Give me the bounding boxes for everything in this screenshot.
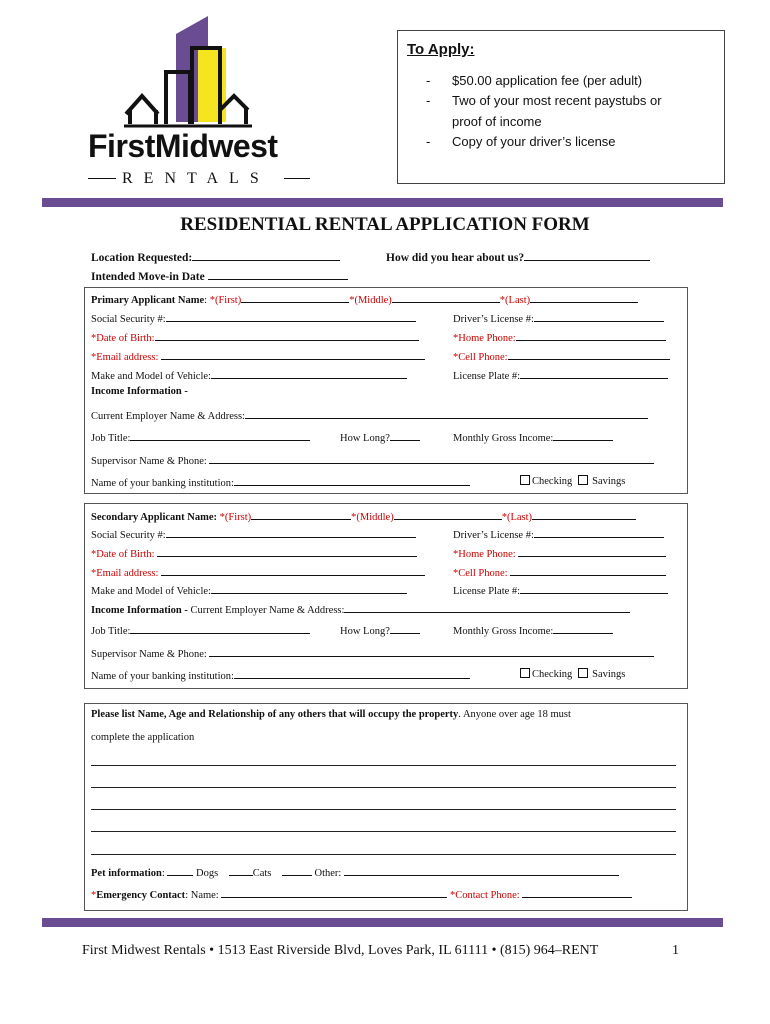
logo-rule-left	[88, 178, 116, 179]
primary-name-row: Primary Applicant Name: *(First) *(Middle) *(Last)	[91, 292, 638, 307]
buildings-logo-icon	[80, 14, 320, 144]
form-title: RESIDENTIAL RENTAL APPLICATION FORM	[180, 214, 590, 235]
secondary-email-row: *Email address:	[91, 565, 425, 580]
secondary-dob-row: *Date of Birth:	[91, 546, 417, 561]
company-logo	[80, 14, 320, 194]
location-requested-label: Location Requested:	[91, 250, 340, 264]
secondary-name-row: Secondary Applicant Name: *(First) *(Middle) *(Last)	[91, 509, 636, 524]
primary-supervisor-row: Supervisor Name & Phone:	[91, 453, 654, 468]
apply-item-2-cont: proof of income	[452, 114, 542, 129]
hear-about-us-label: How did you hear about us?	[386, 250, 650, 264]
pet-info-row: Pet information: Dogs Cats Other:	[91, 865, 619, 880]
apply-bullet-2: -	[426, 93, 431, 108]
apply-item-1: $50.00 application fee (per adult)	[452, 73, 643, 88]
primary-email-row: *Email address:	[91, 349, 425, 364]
primary-bank-row: Name of your banking institution:	[91, 475, 470, 490]
footer-address: First Midwest Rentals • 1513 East Riverside Blvd, Loves Park, IL 61111 • (815) 964–RENT	[82, 943, 599, 958]
occupant-line-5[interactable]	[91, 854, 676, 855]
apply-bullet-1: -	[426, 73, 431, 88]
primary-savings-checkbox[interactable]	[578, 475, 588, 485]
emergency-contact-row: *Emergency Contact: Name: *Contact Phone:	[91, 887, 632, 902]
secondary-checking-checkbox[interactable]	[520, 668, 530, 678]
page-number: 1	[672, 943, 679, 958]
primary-vehicle-row: Make and Model of Vehicle:	[91, 368, 407, 383]
secondary-vehicle-row: Make and Model of Vehicle:	[91, 583, 407, 598]
secondary-income-row: Income Information - Current Employer Name & Address:	[91, 602, 630, 617]
apply-bullet-3: -	[426, 134, 431, 149]
primary-plate-row: License Plate #:	[453, 368, 668, 383]
secondary-plate-row: License Plate #:	[453, 583, 668, 598]
primary-employer-row: Current Employer Name & Address:	[91, 408, 648, 423]
secondary-savings-checkbox[interactable]	[578, 668, 588, 678]
secondary-supervisor-row: Supervisor Name & Phone:	[91, 646, 654, 661]
occupants-note: complete the application	[91, 732, 195, 743]
secondary-how-long-row: How Long?	[340, 623, 420, 638]
brand-sub: RENTALS	[122, 170, 270, 187]
brand-name: FirstMidwest	[88, 128, 278, 164]
primary-dl-row: Driver’s License #:	[453, 311, 664, 326]
primary-ssn-row: Social Security #:	[91, 311, 416, 326]
secondary-home-phone-row: *Home Phone:	[453, 546, 666, 561]
secondary-bank-row: Name of your banking institution:	[91, 668, 470, 683]
primary-home-phone-row: *Home Phone:	[453, 330, 666, 345]
header-divider	[42, 198, 723, 207]
occupants-heading: Please list Name, Age and Relationship of any others that will occupy the property. Anyone over age 18 must	[91, 709, 571, 720]
apply-item-2: Two of your most recent paystubs or	[452, 93, 662, 108]
secondary-cell-row: *Cell Phone:	[453, 565, 666, 580]
move-in-date-label: Intended Move-in Date	[91, 269, 348, 283]
secondary-account-type: Checking Savings	[520, 668, 625, 681]
logo-rule-right	[284, 178, 310, 179]
to-apply-box	[397, 30, 725, 184]
occupant-line-4[interactable]	[91, 831, 676, 832]
primary-job-row: Job Title:	[91, 430, 310, 445]
occupant-line-3[interactable]	[91, 809, 676, 810]
primary-checking-checkbox[interactable]	[520, 475, 530, 485]
primary-how-long-row: How Long?	[340, 430, 420, 445]
primary-income-heading: Income Information -	[91, 386, 188, 397]
primary-account-type: Checking Savings	[520, 475, 625, 488]
secondary-gross-row: Monthly Gross Income:	[453, 623, 613, 638]
secondary-job-row: Job Title:	[91, 623, 310, 638]
primary-gross-row: Monthly Gross Income:	[453, 430, 613, 445]
apply-item-3: Copy of your driver’s license	[452, 134, 616, 149]
secondary-ssn-row: Social Security #:	[91, 527, 416, 542]
occupant-line-2[interactable]	[91, 787, 676, 788]
occupant-line-1[interactable]	[91, 765, 676, 766]
primary-dob-row: *Date of Birth:	[91, 330, 419, 345]
brand-sub-row	[88, 170, 312, 190]
primary-cell-row: *Cell Phone:	[453, 349, 670, 364]
to-apply-title: To Apply:	[407, 41, 475, 58]
footer-divider	[42, 918, 723, 927]
secondary-dl-row: Driver’s License #:	[453, 527, 664, 542]
